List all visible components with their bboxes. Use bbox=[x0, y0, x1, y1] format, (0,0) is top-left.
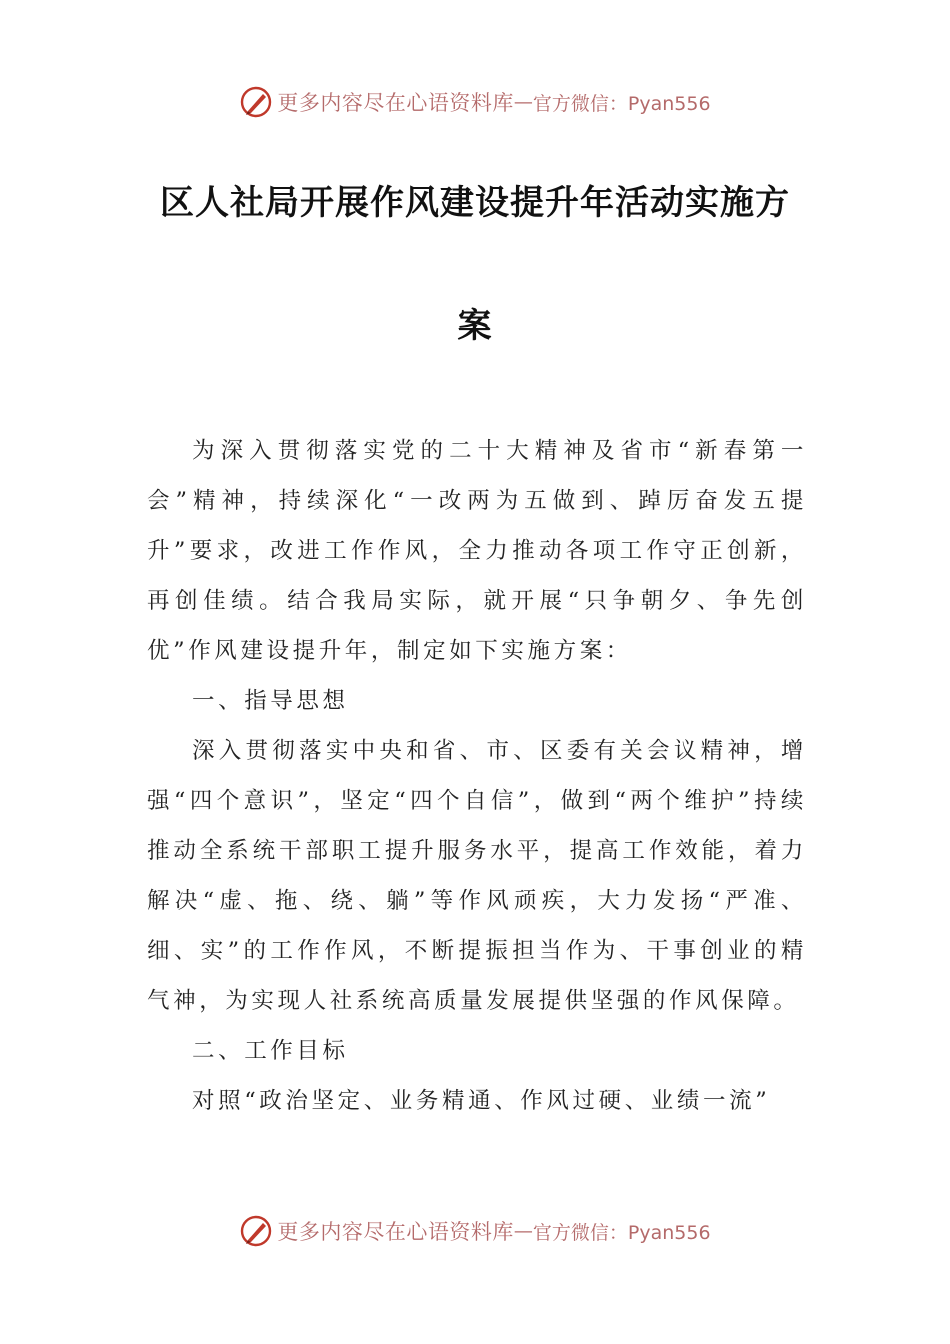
heading-work-goals: 二、工作目标 bbox=[192, 1038, 349, 1064]
heading-guiding-ideology: 一、指导思想 bbox=[192, 688, 349, 714]
paragraph-work-goals: 对照“政治坚定、业务精通、作风过硬、业绩一流” bbox=[192, 1088, 771, 1114]
pen-logo-icon bbox=[239, 1214, 273, 1248]
paragraph-guiding-ideology: 深入贯彻落实中央和省、市、区委有关会议精神，增强“四个意识”，坚定“四个自信”，做到“两个维护”持续推动全系统干部职工提升服务水平，提高工作效能，着力解决“虚、拖、绕、躺”等作风顽疾，大力发扬“严准、细、实”的工作作风，不断提振担当作为、干事创业的精气神，为实现人社系统高质量发展提供坚强的作风保障。 bbox=[147, 738, 807, 1014]
banner-text: 更多内容尽在心语资料库 bbox=[277, 91, 514, 115]
document-body bbox=[147, 426, 807, 1126]
banner-text: 更多内容尽在心语资料库 bbox=[277, 1220, 514, 1244]
paragraph-intro: 为深入贯彻落实党的二十大精神及省市“新春第一会”精神，持续深化“一改两为五做到、踔厉奋发五提升”要求，改进工作作风，全力推动各项工作守正创新，再创佳绩。结合我局实际，就开展“只争朝夕、争先创优”作风建设提升年，制定如下实施方案： bbox=[147, 438, 807, 664]
banner-dash: — bbox=[513, 1220, 533, 1242]
document-title-line-2: 案 bbox=[457, 306, 493, 346]
banner-wechat: 官方微信：Pyan556 bbox=[532, 1221, 711, 1244]
document-title-line-1: 区人社局开展作风建设提升年活动实施方 bbox=[160, 183, 790, 223]
banner-dash: — bbox=[513, 91, 533, 113]
header-watermark-banner bbox=[0, 82, 950, 122]
banner-wechat: 官方微信：Pyan556 bbox=[532, 92, 711, 115]
pen-logo-icon bbox=[239, 85, 273, 119]
footer-watermark-banner bbox=[0, 1211, 950, 1251]
